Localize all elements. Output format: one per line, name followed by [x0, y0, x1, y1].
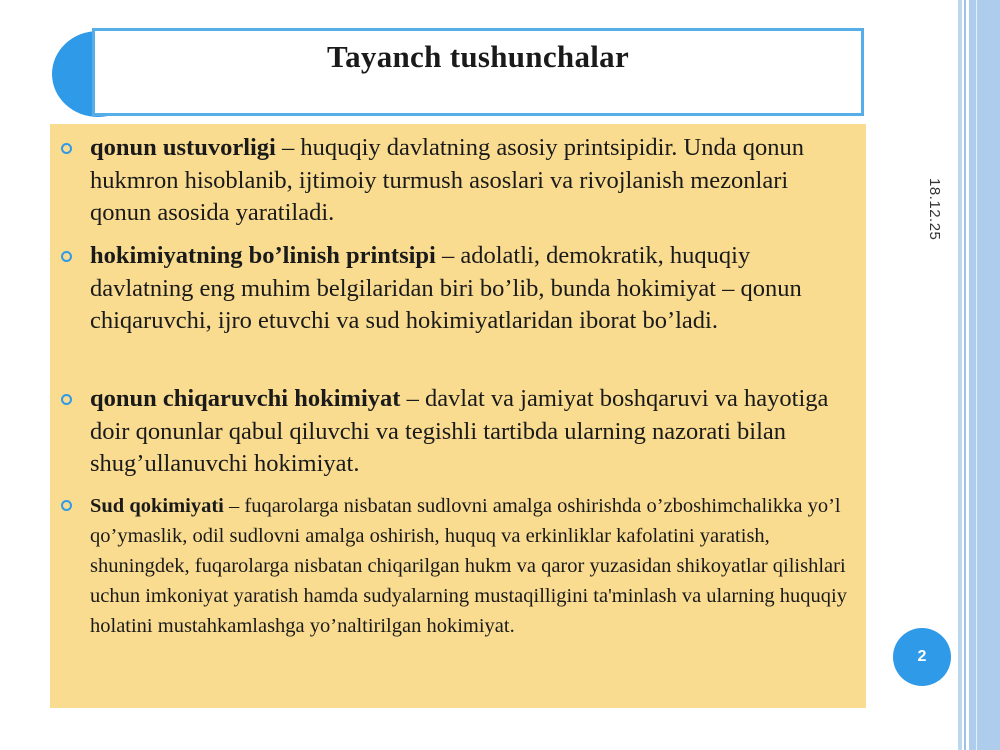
bullet-text — [90, 240, 854, 338]
bullet-circle-icon — [61, 500, 72, 511]
bullet-text — [90, 383, 854, 481]
page-number-badge: 2 — [893, 628, 951, 686]
bullet-definition: – adolatli, demokratik, huquqiy davlatning eng muhim belgilaridan biri bo’lib, bunda hokimiyat – qonun chiqaruvchi, ijro etuvchi va sud hokimiyatlaridan iborat bo’ladi. — [90, 242, 802, 334]
decorative-stripe — [969, 0, 1000, 750]
bullet-circle-icon — [61, 251, 72, 262]
bullet-term: hokimiyatning bo’linish printsipi — [90, 242, 436, 269]
bullet-text — [90, 132, 854, 230]
bullet-definition: – davlat va jamiyat boshqaruvi va hayotiga doir qonunlar qabul qiluvchi va tegishli tartibda ularning nazorati bilan shug’ullanuvchi hokimiyat. — [90, 385, 829, 477]
bullet-term: Sud qokimiyati — [90, 495, 224, 517]
bullet-circle-icon — [61, 143, 72, 154]
decorative-stripe — [958, 0, 962, 750]
bullet-definition: – fuqarolarga nisbatan sudlovni amalga oshirishda o’zboshimchalikka yo’l qo’ymaslik, odil sudlovni amalga oshirish, huquq va erkinliklar kafolatini yaratish, shuningdek, fuqarolarga nisbatan chiqarilgan hukm va qaror yuzasidan shikoyatlar qilishlari uchun imkoniyat yaratish hamda sudyalarning mustaqilligini ta'minlash va ularning huquqiy holatini mustahkamlashga yo’naltirilgan hokimiyat. — [90, 495, 847, 637]
title-box — [92, 28, 864, 116]
bullet-text — [90, 491, 854, 641]
bullet-term: qonun ustuvorligi — [90, 134, 276, 161]
bullet-term: qonun chiqaruvchi hokimiyat — [90, 385, 401, 412]
content-panel — [50, 124, 866, 708]
decorative-stripe — [976, 0, 977, 750]
bullet-definition: – huquqiy davlatning asosiy printsipidir. Unda qonun hukmron hisoblanib, ijtimoiy turmush asoslari va rivojlanish mezonlari qonun asosida yaratiladi. — [90, 134, 804, 226]
slide-date: 18.12.25 — [926, 178, 943, 241]
slide-title: Tayanch tushunchalar — [326, 39, 630, 74]
decorative-stripe — [964, 0, 966, 750]
bullet-circle-icon — [61, 394, 72, 405]
